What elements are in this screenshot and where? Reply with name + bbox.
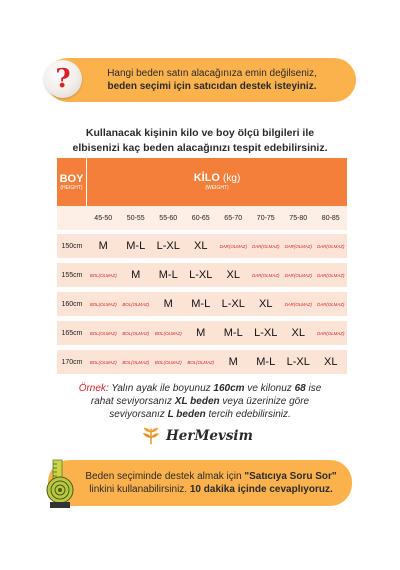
weight-label-line [194,172,241,185]
example-line1: Örnek: Yalın ayak ile boyunuz 160cm ve kilonuz 68 ise [78,383,322,394]
bottom-banner [48,460,352,506]
height-sub: (HEIGHT) [60,184,83,191]
size-cell: M [163,298,173,310]
weight-range-cell: 70-75 [256,214,275,222]
size-row [57,350,347,374]
size-cell: M-L [191,298,211,310]
measuring-tape-icon [36,458,80,510]
weight-range-cell: 80-85 [321,214,340,222]
size-cell: M [131,269,141,281]
brand-logo [140,424,253,448]
weight-range-cell: 50-55 [126,214,145,222]
example-line2: rahat seviyorsanız XL beden veya üzerinize göre [90,396,310,407]
size-cell: M [228,356,238,368]
bottom-banner-line1: Beden seçiminde destek almak için "Satıcıya Soru Sor" [85,471,337,482]
size-cell: M-L [158,269,178,281]
bottom-banner-text [48,470,352,496]
size-note-cell: DAR (OLMAZ) [252,272,280,278]
height-cell: 160cm [61,300,83,308]
height-header [57,158,87,206]
height-label: BOY [59,172,84,185]
top-banner [46,58,356,102]
size-cell: XL [226,269,240,281]
brand-name: HerMevsim [166,428,253,444]
size-cell: M [196,327,206,339]
size-note-cell: DAR (OLMAZ) [317,272,345,278]
size-note-cell: BOL (OLMAZ) [122,330,150,336]
size-note-cell: DAR (OLMAZ) [317,301,345,307]
size-row [57,321,347,345]
intro-text [40,126,360,156]
weight-label: KİLO [193,172,220,184]
size-cell: M-L [223,327,243,339]
intro-line1: Kullanacak kişinin kilo ve boy ölçü bilgileri ile [85,127,315,139]
weight-header [87,158,347,206]
size-note-cell: DAR (OLMAZ) [317,330,345,336]
size-cell: XL [291,327,305,339]
size-note-cell: BOL (OLMAZ) [154,359,182,365]
size-note-cell: BOL (OLMAZ) [154,330,182,336]
weight-range-cell: 60-65 [191,214,210,222]
size-note-cell: BOL (OLMAZ) [89,272,117,278]
size-note-cell: DAR (OLMAZ) [284,243,312,249]
size-cell: L-XL [189,269,213,281]
weight-range-cell: 75-80 [289,214,308,222]
size-cell: L-XL [221,298,245,310]
weight-range-cell: 65-70 [224,214,243,222]
size-note-cell: BOL (OLMAZ) [122,301,150,307]
size-row [57,292,347,316]
example-text [32,382,368,421]
size-note-cell: DAR (OLMAZ) [284,301,312,307]
leaf-logo-icon [140,425,162,447]
weight-range-row [57,206,347,230]
top-banner-line1: Hangi beden satın alacağınıza emin değilseniz, [107,68,317,79]
size-note-cell: DAR (OLMAZ) [252,243,280,249]
size-chart [57,158,347,380]
size-chart-header [57,158,347,206]
size-cell: XL [194,240,208,252]
example-line3: seviyorsanız L beden tercih edebilirsiniz. [109,409,291,420]
size-note-cell: BOL (OLMAZ) [187,359,215,365]
weight-unit: (kg) [223,173,241,184]
size-cell: M-L [256,356,276,368]
height-cell: 170cm [61,358,83,366]
size-note-cell: DAR (OLMAZ) [317,243,345,249]
weight-range-cell: 45-50 [94,214,113,222]
weight-sub: (WEIGHT) [205,185,229,191]
question-mark-icon: ? [44,60,82,98]
size-cell: L-XL [286,356,310,368]
weight-range-cell: 55-60 [159,214,178,222]
size-note-cell: DAR (OLMAZ) [284,272,312,278]
size-row [57,263,347,287]
size-note-cell: DAR (OLMAZ) [219,243,247,249]
size-note-cell: BOL (OLMAZ) [122,359,150,365]
size-cell: L-XL [254,327,278,339]
size-note-cell: BOL (OLMAZ) [89,301,117,307]
size-cell: XL [259,298,273,310]
bottom-banner-line2: linkini kullanabilirsiniz. 10 dakika içinde cevaplıyoruz. [89,484,333,495]
top-banner-line2: beden seçimi için satıcıdan destek isteyiniz. [107,81,317,92]
height-cell: 155cm [61,271,83,279]
size-cell: XL [324,356,338,368]
size-cell: M-L [126,240,146,252]
size-note-cell: BOL (OLMAZ) [89,330,117,336]
height-cell: 165cm [61,329,83,337]
top-banner-text [46,67,356,93]
size-cell: L-XL [156,240,180,252]
ask-seller-link[interactable]: "Satıcıya Soru Sor" [244,471,337,482]
size-row [57,234,347,258]
example-label: Örnek [78,383,106,394]
height-cell: 150cm [61,242,83,250]
intro-line2: elbisenizi kaç beden alacağınızı tespit edebilirsiniz. [72,142,328,154]
size-note-cell: BOL (OLMAZ) [89,359,117,365]
size-cell: M [98,240,108,252]
